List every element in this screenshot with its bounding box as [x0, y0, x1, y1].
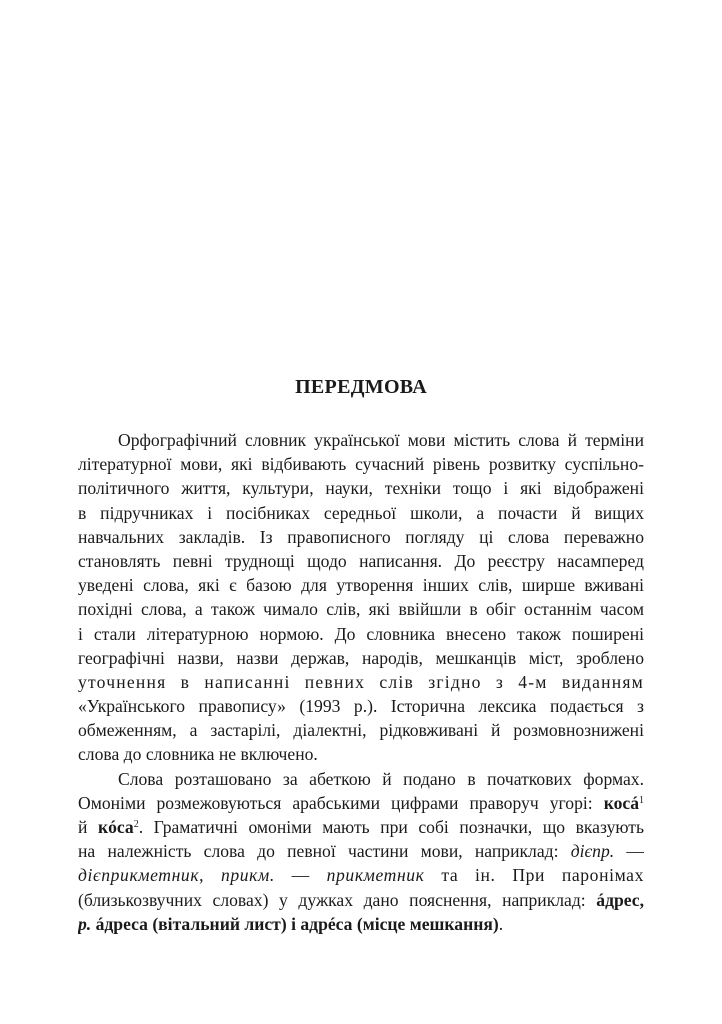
text-line: Слова розташовано за абеткою й подано в початкових формах. [118, 768, 644, 789]
abbreviation-expansion: дієприкметник [78, 865, 200, 886]
abbreviation: р. [78, 913, 92, 934]
text-line: становлять певні труднощі щодо написання. До реєстру насамперед [78, 550, 644, 571]
text-line: політичного життя, культури, науки, техніки тощо і які відображені [78, 478, 644, 499]
text-line: уведені слова, які є базою для утворення інших слів, ширше вживані [78, 575, 644, 596]
text-line: обмеженням, а застарілі, діалектні, рідковживані й розмовнознижені [78, 720, 644, 741]
text-line: похідні слова, а також чимало слів, які ввійшли в обіг останнім часом [78, 599, 644, 620]
example-word: áдреса (вітальний лист) і адрéса (місце мешкання) [91, 913, 499, 934]
text-line: Орфографічний словник української мови містить слова й терміни [118, 430, 644, 450]
homonym-index: 2 [133, 819, 139, 830]
text-line [78, 815, 644, 839]
text-line: «Українського правопису» (1993 р.). Історична лексика подається з [78, 696, 644, 717]
text-span: , [199, 865, 221, 886]
text-line [78, 791, 644, 815]
text-line [78, 863, 644, 887]
text-line [78, 839, 644, 863]
text-line: в підручниках і посібниках середньої школи, а почасти й вищих [78, 502, 644, 523]
text-line: навчальних закладів. Із правописного погляду ці слова переважно [78, 526, 644, 547]
paragraph-2 [78, 767, 644, 936]
text-span: . Граматичні омоніми мають при собі позначки, що вказують [138, 817, 644, 837]
text-span: Омоніми розмежовуються арабськими цифрами праворуч угорі: [78, 792, 604, 813]
example-word: кóса [97, 817, 134, 837]
text-line [78, 912, 644, 936]
paragraph-1 [78, 428, 644, 767]
abbreviation: прикм. [220, 865, 275, 886]
text-span: . [498, 913, 504, 934]
text-span: (близькозвучних словах) у дужках дано пояснення, наприклад: [78, 889, 597, 910]
preface-body [78, 428, 644, 936]
homonym-index: 1 [639, 794, 644, 806]
text-line: уточнення в написанні певних слів згідно з 4-м виданням [78, 671, 644, 692]
text-span: — [614, 841, 644, 862]
text-span: — [274, 865, 327, 886]
text-line: літературної мови, які відбивають сучасний рівень розвитку суспільно- [78, 454, 644, 475]
abbreviation-expansion: прикметник [326, 865, 425, 886]
text-span: та ін. При паронімах [424, 865, 644, 886]
text-span: на належність слова до певної частини мови, наприклад: [78, 841, 571, 862]
text-line: слова до словника не включено. [78, 744, 318, 765]
page-title: ПЕРЕДМОВА [295, 376, 427, 398]
abbreviation: дієпр. [570, 841, 615, 862]
example-word: косá [603, 792, 639, 813]
text-span: й [78, 817, 98, 837]
text-line [78, 888, 644, 912]
example-word: áдрес, [596, 889, 644, 910]
text-line: географічні назви, назви держав, народів, мешканців міст, зроблено [78, 647, 644, 668]
text-line: і стали літературною нормою. До словника внесено також поширені [78, 623, 644, 644]
